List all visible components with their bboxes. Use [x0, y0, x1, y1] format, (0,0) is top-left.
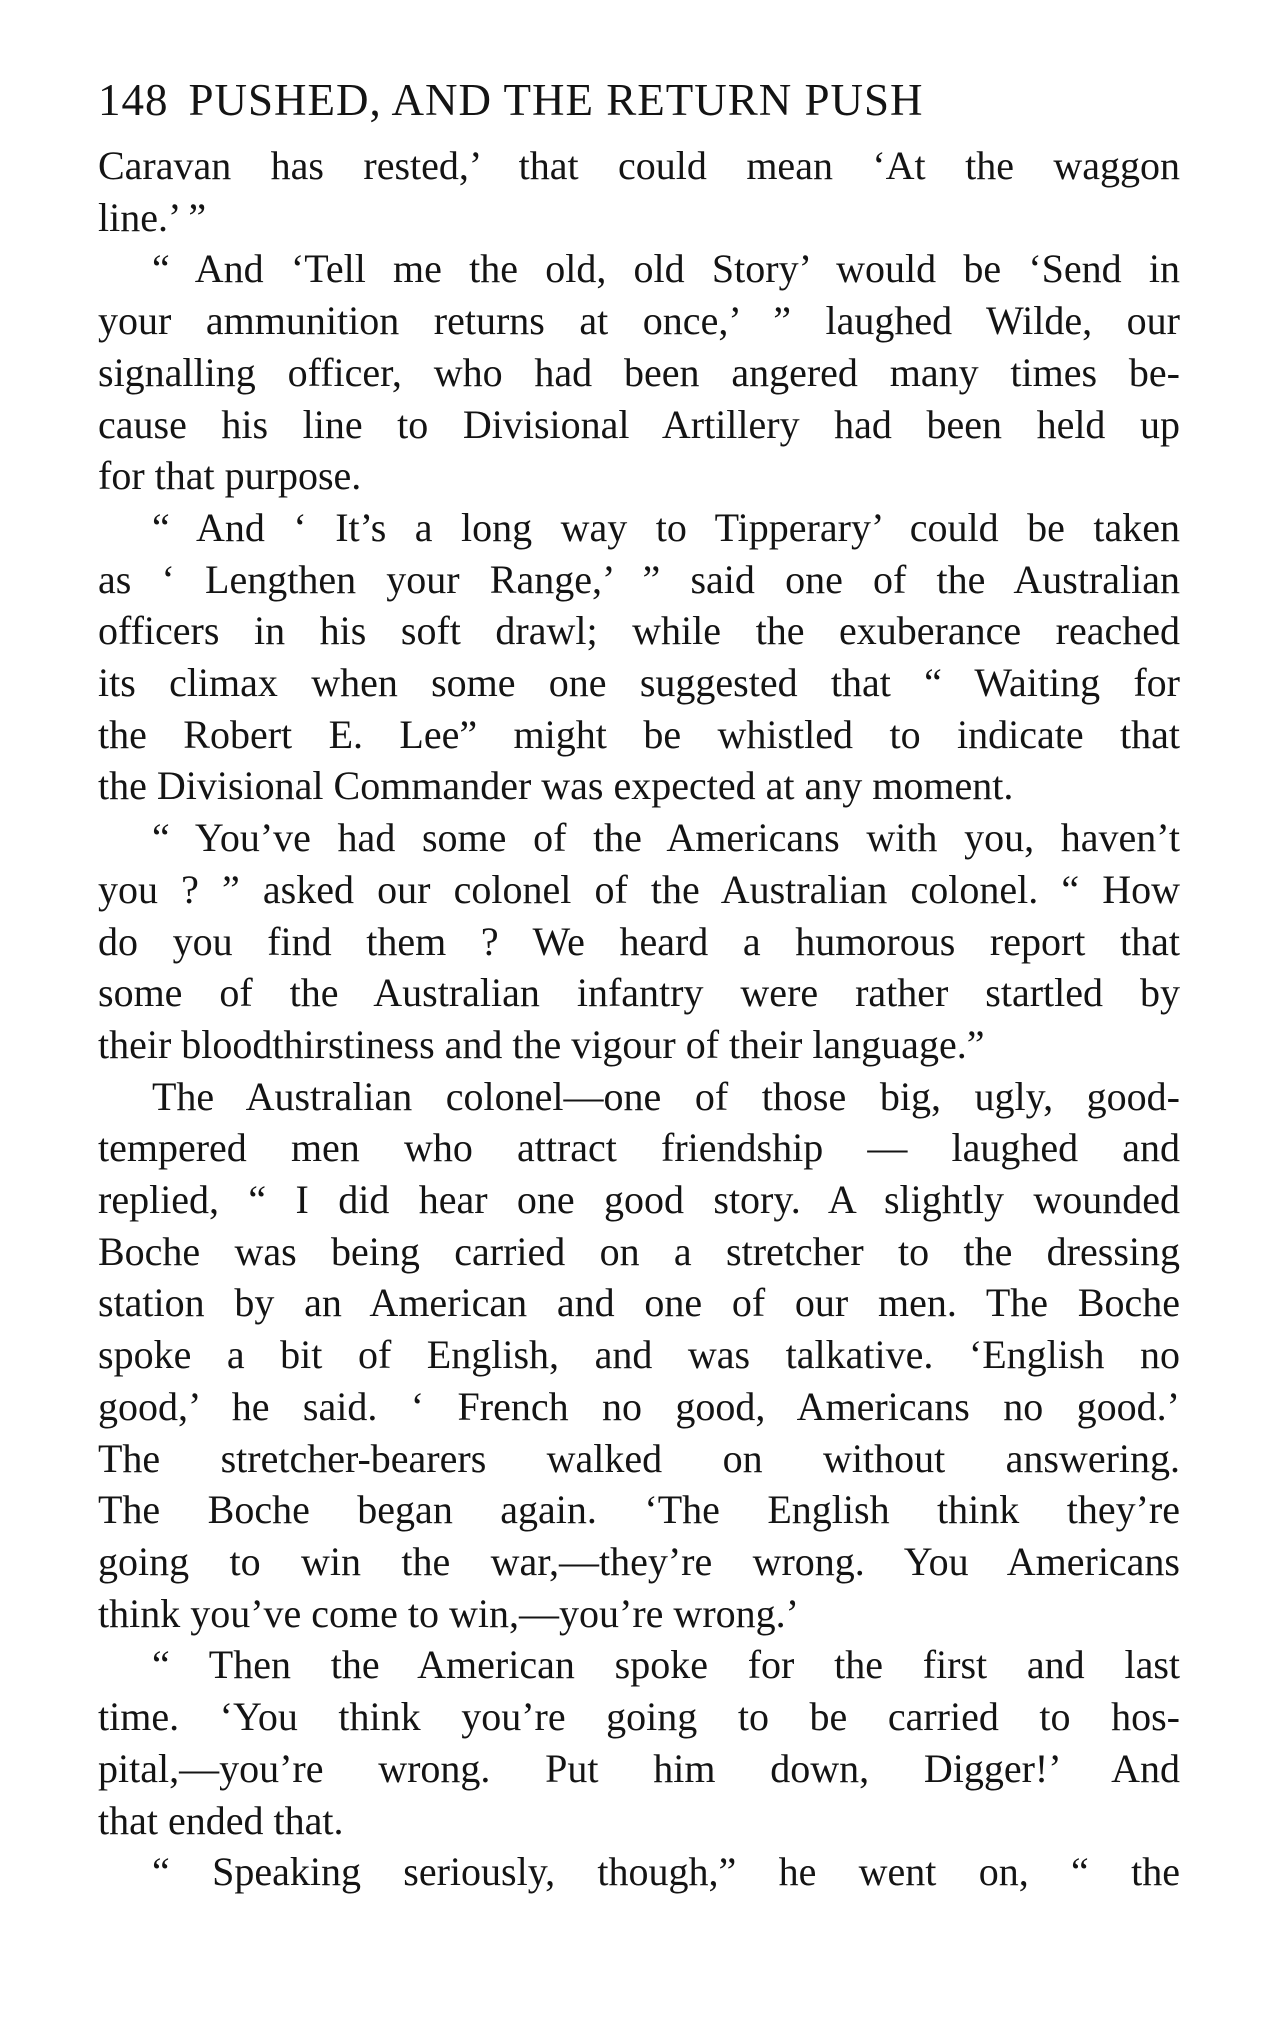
text-line: pital,—you’re wrong. Put him down, Digger!’ And [98, 1745, 1180, 1791]
book-page [98, 66, 1180, 1898]
body-text [98, 140, 1180, 1898]
text-line: you ? ” asked our colonel of the Australian colonel. “ How [98, 866, 1180, 912]
text-line: “ And ‘Tell me the old, old Story’ would be ‘Send in [152, 246, 1180, 292]
text-line: as ‘ Lengthen your Range,’ ” said one of the Australian [98, 556, 1180, 602]
page-number: 148 [98, 75, 169, 125]
text-line: do you find them ? We heard a humorous report that [98, 918, 1180, 964]
text-line: “ And ‘ It’s a long way to Tipperary’ could be taken [152, 504, 1180, 550]
text-line: The Australian colonel—one of those big, ugly, good- [152, 1073, 1180, 1119]
text-line: station by an American and one of our men. The Boche [98, 1280, 1180, 1326]
text-line: The Boche began again. ‘The English think they’re [98, 1487, 1180, 1533]
text-line: tempered men who attract friendship — laughed and [98, 1125, 1180, 1171]
text-line: “ Speaking seriously, though,” he went on, “ the [152, 1849, 1180, 1895]
text-line: replied, “ I did hear one good story. A slightly wounded [98, 1177, 1180, 1223]
text-line: the Divisional Commander was expected at any moment. [98, 763, 1014, 809]
text-line: Caravan has rested,’ that could mean ‘At the waggon [98, 143, 1180, 188]
text-line: that ended that. [98, 1797, 344, 1843]
text-line: their bloodthirstiness and the vigour of their language.” [98, 1021, 985, 1067]
text-line: “ You’ve had some of the Americans with you, haven’t [152, 815, 1180, 861]
running-head [98, 66, 1180, 134]
text-line: signalling officer, who had been angered many times be- [98, 349, 1180, 395]
text-line: officers in his soft drawl; while the exuberance reached [98, 608, 1180, 654]
text-line: time. ‘You think you’re going to be carried to hos- [98, 1694, 1180, 1740]
running-title: PUSHED, AND THE RETURN PUSH [188, 75, 924, 125]
text-line: the Robert E. Lee” might be whistled to indicate that [98, 711, 1180, 757]
text-line: line.’ ” [98, 194, 207, 240]
text-line: “ Then the American spoke for the first and last [152, 1642, 1180, 1688]
text-line: for that purpose. [98, 453, 362, 499]
text-line: your ammunition returns at once,’ ” laughed Wilde, our [98, 298, 1180, 344]
text-line: good,’ he said. ‘ French no good, Americans no good.’ [98, 1383, 1180, 1429]
text-line: spoke a bit of English, and was talkative. ‘English no [98, 1332, 1180, 1378]
text-line: Boche was being carried on a stretcher to the dressing [98, 1228, 1180, 1274]
text-line: cause his line to Divisional Artillery had been held up [98, 401, 1180, 447]
text-line: going to win the war,—they’re wrong. You Americans [98, 1538, 1180, 1584]
text-line: think you’ve come to win,—you’re wrong.’ [98, 1590, 799, 1636]
text-line: The stretcher-bearers walked on without answering. [98, 1435, 1180, 1481]
text-line: its climax when some one suggested that “ Waiting for [98, 660, 1180, 706]
text-line: some of the Australian infantry were rather startled by [98, 970, 1180, 1016]
